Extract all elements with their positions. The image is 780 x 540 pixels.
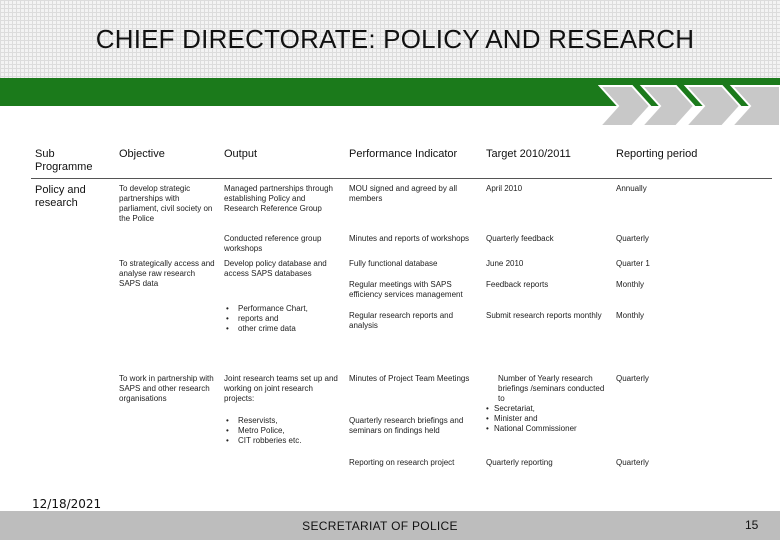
- objective-cell: To work in partnership with SAPS and other research organisations: [119, 373, 214, 403]
- indicator-cell: [345, 259, 482, 304]
- output-cell: [220, 304, 345, 374]
- indicator-text: Fully functional database: [349, 258, 438, 268]
- list-item: • Secretariat,: [486, 404, 608, 414]
- period-cell: Annually: [616, 184, 647, 193]
- output-cell: Develop policy database and access SAPS databases: [224, 258, 327, 278]
- list-item: • Performance Chart,: [224, 304, 341, 314]
- target-cell: Submit research reports monthly: [486, 310, 602, 320]
- indicator-cell: Minutes and reports of workshops: [349, 233, 470, 243]
- table-row: [31, 179, 772, 229]
- list-item: • reports and: [224, 314, 341, 324]
- indicator-cell: Minutes of Project Team Meetings: [349, 373, 470, 383]
- indicator-cell: Regular research reports and analysis: [349, 310, 454, 330]
- header-reporting-period: Reporting period: [612, 143, 772, 179]
- target-cell: Quarterly reporting: [486, 457, 553, 467]
- list-item: • CIT robberies etc.: [224, 436, 341, 446]
- period-cell: Monthly: [616, 310, 645, 320]
- list-item: • Minister and: [486, 414, 608, 424]
- target-bullet-list: [486, 404, 608, 434]
- list-item: • Reservists,: [224, 416, 341, 426]
- period-cell: Quarterly: [616, 457, 649, 467]
- output-bullet-list: [224, 416, 341, 446]
- period-text: Monthly: [616, 279, 645, 289]
- objective-cell: To develop strategic partnerships with parliament, civil society on the Police: [119, 184, 213, 223]
- target-cell: April 2010: [486, 184, 523, 193]
- indicator-cell: MOU signed and agreed by all members: [349, 184, 458, 203]
- table-header-row: [31, 143, 772, 179]
- header-sub-programme: Sub Programme: [31, 143, 115, 179]
- target-cell: [482, 374, 612, 458]
- list-item: • Metro Police,: [224, 426, 341, 436]
- indicator-cell: Reporting on research project: [349, 457, 455, 467]
- header-target: Target 2010/2011: [482, 143, 612, 179]
- target-cell: [482, 259, 612, 304]
- output-cell: [220, 458, 345, 478]
- period-cell: Quarterly: [616, 233, 649, 243]
- list-item: • National Commissioner: [486, 424, 608, 434]
- output-cell: Conducted reference group workshops: [224, 233, 322, 253]
- policy-research-table: [31, 143, 772, 478]
- target-cell: Quarterly feedback: [486, 233, 554, 243]
- period-cell: [612, 259, 772, 304]
- header-objective: Objective: [115, 143, 220, 179]
- indicator-text: Regular meetings with SAPS efficiency services management: [349, 279, 463, 299]
- output-bullet-list: [224, 304, 341, 334]
- chevron-arrows-icon: [598, 84, 780, 128]
- period-cell: Quarterly: [616, 373, 649, 383]
- output-cell: Joint research teams set up and working on joint research projects:: [224, 373, 338, 403]
- table-row: [31, 374, 772, 416]
- objective-cell: To strategically access and analyse raw research SAPS data: [119, 258, 215, 288]
- output-cell: [220, 416, 345, 458]
- target-text: Feedback reports: [486, 279, 549, 289]
- slide-title: CHIEF DIRECTORATE: POLICY AND RESEARCH: [95, 24, 695, 54]
- table-row: [31, 259, 772, 304]
- chevron-1: [600, 86, 650, 126]
- footer-organisation: SECRETARIAT OF POLICE: [302, 519, 458, 533]
- header-output: Output: [220, 143, 345, 179]
- target-text: June 2010: [486, 258, 524, 268]
- page-number: 15: [745, 518, 759, 532]
- footer-date: 12/18/2021: [32, 497, 102, 511]
- sub-programme-cell: Policy and research: [35, 184, 86, 209]
- output-cell: Managed partnerships through establishing Policy and Research Reference Group: [224, 184, 333, 213]
- list-item: • other crime data: [224, 324, 341, 334]
- header-performance-indicator: Performance Indicator: [345, 143, 482, 179]
- target-lead-text: Number of Yearly research briefings /seminars conducted to: [498, 373, 605, 403]
- indicator-cell: Quarterly research briefings and seminars on findings held: [349, 415, 464, 435]
- period-text: Quarter 1: [616, 258, 650, 268]
